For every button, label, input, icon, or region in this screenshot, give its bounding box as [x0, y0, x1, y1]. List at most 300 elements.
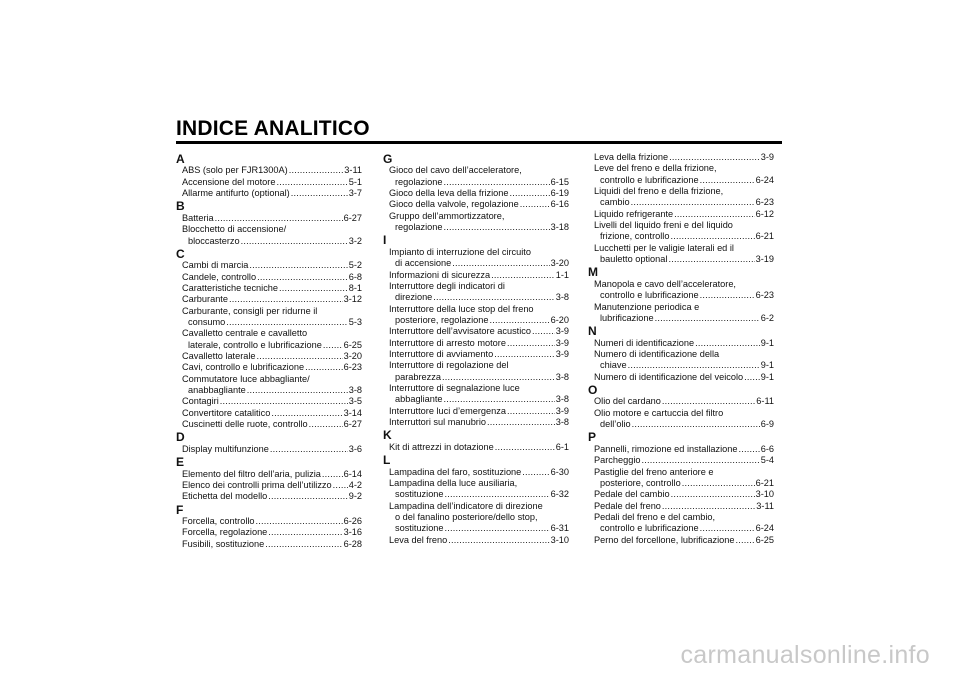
leader-dots [444, 222, 550, 233]
leader-dots [257, 351, 343, 362]
entry-text: Interruttore di segnalazione luce [389, 383, 520, 393]
index-entry [383, 199, 569, 210]
index-entry [383, 383, 569, 406]
leader-dots [220, 396, 348, 407]
page-number: 6-24 [755, 523, 774, 534]
index-entry [383, 467, 569, 478]
leader-dots [670, 231, 754, 242]
leader-dots [247, 385, 348, 396]
page-number: 9-1 [760, 360, 774, 371]
index-entry [176, 272, 362, 283]
entry-text: Interruttore di avviamento [389, 348, 494, 359]
entry-text: frizione, controllo [600, 231, 670, 242]
page-number: 3-19 [755, 254, 774, 265]
leader-dots [700, 290, 755, 301]
entry-text: Leva del freno [389, 534, 448, 545]
index-entry [383, 304, 569, 327]
page-number: 5-3 [348, 317, 362, 327]
index-entry [383, 406, 569, 417]
page-number: 3-18 [550, 222, 569, 233]
leader-dots [668, 254, 754, 265]
page-number: 3-11 [344, 165, 362, 176]
page-number: 3-9 [555, 405, 569, 416]
entry-text: Cambi di marcia [182, 260, 249, 271]
index-entry [176, 480, 362, 491]
entry-text: Numeri di identificazione [594, 337, 695, 348]
page-number: 6-28 [343, 538, 362, 549]
entry-text: Lampadina del faro, sostituzione [389, 466, 522, 477]
page-number: 3-8 [555, 371, 569, 382]
entry-text: ABS (solo per FJR1300A) [182, 165, 288, 176]
index-entry [176, 527, 362, 538]
section-letter: D [176, 430, 185, 445]
page-number: 3-8 [555, 394, 569, 405]
leader-dots [669, 152, 760, 163]
entry-text: Carburante, consigli per ridurne il [182, 305, 318, 316]
leader-dots [268, 491, 347, 502]
entry-text: Pedale del cambio [594, 489, 670, 500]
section-letter: C [176, 246, 185, 261]
page-number: 6-31 [550, 523, 569, 534]
entry-text: Interruttore degli indicatori di [389, 280, 505, 291]
entry-text: Liquido refrigerante [594, 208, 674, 219]
index-entry [588, 220, 774, 243]
entry-text: controllo e lubrificazione [600, 174, 699, 185]
index-entry [176, 516, 362, 527]
entry-text: consumo [188, 317, 226, 327]
index-entry [176, 419, 362, 430]
leader-dots [322, 469, 343, 480]
leader-dots [291, 188, 348, 199]
page-number: 6-23 [755, 197, 774, 208]
index-entry [176, 444, 362, 455]
entry-text: regolazione [395, 176, 443, 187]
page-number: 3-16 [343, 527, 362, 538]
leader-dots [444, 177, 550, 188]
entry-text: controllo e lubrificazione [600, 523, 699, 534]
entry-text: parabrezza [395, 371, 441, 382]
index-entry [383, 349, 569, 360]
index-entry [176, 224, 362, 247]
leader-dots [226, 317, 347, 328]
entry-text: laterale, controllo e lubrificazione [188, 339, 322, 350]
index-entry [176, 294, 362, 305]
leader-dots [433, 292, 554, 303]
index-entry [383, 165, 569, 188]
entry-text: Cavalletto centrale e cavalletto [182, 328, 308, 339]
entry-text: Numero di identificazione del veicolo [594, 371, 744, 382]
entry-text: Candele, controllo [182, 271, 257, 282]
leader-dots [522, 467, 549, 478]
entry-text: Elenco dei controlli prima dell’utilizzo [182, 479, 332, 490]
page-number: 6-15 [550, 176, 569, 187]
leader-dots [229, 294, 343, 305]
index-entry [176, 362, 362, 373]
page-number: 6-20 [550, 314, 569, 325]
entry-text: Blocchetto di accensione/ [182, 224, 287, 235]
index-entry [588, 372, 774, 383]
section-letter: L [383, 453, 391, 468]
leader-dots [256, 516, 343, 527]
entry-text: Impianto di interruzione del circuito [389, 246, 531, 257]
page-number: 6-21 [755, 477, 774, 488]
entry-text: Contagiri [182, 396, 219, 407]
page-number: 9-2 [348, 491, 362, 502]
page-number: 5-2 [348, 260, 362, 271]
index-entry [588, 501, 774, 512]
leader-dots [249, 260, 347, 271]
section-letter: G [383, 152, 393, 166]
index-entry [176, 396, 362, 407]
index-column-2 [383, 152, 569, 546]
entry-text: Pastiglie del freno anteriore e [594, 466, 714, 477]
leader-dots [305, 362, 343, 373]
page-number: 3-11 [756, 500, 774, 511]
entry-text: Cuscinetti delle ruote, controllo [182, 419, 308, 430]
index-entry [176, 469, 362, 480]
index-entry [588, 512, 774, 535]
page-number: 3-9 [555, 326, 569, 337]
section-letter: M [588, 265, 598, 280]
index-entry [383, 188, 569, 199]
section-letter: B [176, 199, 185, 214]
leader-dots [289, 165, 344, 176]
leader-dots [495, 442, 555, 453]
entry-text: Elemento del filtro dell’aria, pulizia [182, 468, 321, 479]
index-entry [176, 260, 362, 271]
entry-text: bloccasterzo [188, 235, 240, 246]
page-title: INDICE ANALITICO [176, 117, 370, 140]
leader-dots [532, 326, 555, 337]
page-number: 6-11 [756, 396, 774, 407]
leader-dots [270, 444, 348, 455]
page-number: 3-5 [348, 396, 362, 407]
index-entry [176, 491, 362, 502]
leader-dots [489, 315, 549, 326]
entry-text: dell’olio [600, 419, 631, 430]
index-entry [176, 351, 362, 362]
index-entry [588, 349, 774, 372]
leader-dots [662, 396, 755, 407]
leader-dots [682, 478, 755, 489]
page-number: 8-1 [348, 282, 362, 293]
page-number: 6-30 [550, 466, 569, 477]
index-entry [588, 186, 774, 209]
leader-dots [265, 539, 342, 550]
index-entry [176, 165, 362, 176]
page-number: 6-27 [343, 419, 362, 430]
entry-text: Display multifunzione [182, 443, 269, 454]
index-entry [383, 211, 569, 234]
leader-dots [309, 419, 343, 430]
leader-dots [744, 372, 760, 383]
entry-text: Interruttore di regolazione del [389, 360, 509, 371]
entry-text: anabbagliante [188, 385, 246, 396]
leader-dots [241, 236, 348, 247]
index-entry [588, 467, 774, 490]
page-number: 6-12 [755, 208, 774, 219]
index-entry [383, 338, 569, 349]
entry-text: Gruppo dell’ammortizzatore, [389, 210, 505, 221]
index-entry [588, 243, 774, 266]
entry-text: Interruttore luci d’emergenza [389, 405, 506, 416]
index-entry [383, 247, 569, 270]
entry-text: Allarme antifurto (optional) [182, 188, 290, 199]
entry-text: Interruttore dell’avvisatore acustico [389, 326, 531, 337]
index-entry [176, 539, 362, 550]
index-entry [383, 360, 569, 383]
leader-dots [491, 270, 555, 281]
leader-dots [215, 213, 343, 224]
index-entry [588, 152, 774, 163]
entry-text: Gioco del cavo dell’acceleratore, [389, 165, 522, 176]
page-number: 6-27 [343, 212, 362, 223]
leader-dots [452, 258, 549, 269]
entry-text: Pedale del freno [594, 500, 661, 511]
leader-dots [487, 417, 555, 428]
index-entry [588, 408, 774, 431]
page-number: 5-4 [760, 455, 774, 466]
page-number: 6-8 [348, 271, 362, 282]
page-number: 3-6 [348, 443, 362, 454]
page-number: 6-2 [760, 312, 774, 323]
index-entry [176, 306, 362, 329]
leader-dots [276, 177, 347, 188]
page-number: 3-10 [755, 489, 774, 500]
leader-dots [268, 527, 342, 538]
entry-text: o del fanalino posteriore/dello stop, [395, 511, 538, 522]
entry-text: Informazioni di sicurezza [389, 269, 491, 280]
page-number: 3-9 [555, 348, 569, 359]
leader-dots [507, 406, 555, 417]
index-entry [383, 270, 569, 281]
entry-text: abbagliante [395, 394, 443, 405]
index-entry [176, 177, 362, 188]
leader-dots [674, 209, 754, 220]
page-number: 3-2 [348, 235, 362, 246]
index-entry [588, 163, 774, 186]
entry-text: Forcella, regolazione [182, 527, 268, 538]
index-entry [383, 535, 569, 546]
leader-dots [445, 523, 550, 534]
index-entry [588, 302, 774, 325]
index-entry [588, 444, 774, 455]
index-entry [383, 442, 569, 453]
entry-text: Cavalletto laterale [182, 351, 256, 362]
leader-dots [632, 419, 760, 430]
leader-dots [628, 360, 760, 371]
entry-text: Cavi, controllo e lubrificazione [182, 362, 305, 373]
section-letter: O [588, 383, 598, 397]
page-number: 6-6 [760, 443, 774, 454]
page-number: 6-26 [343, 516, 362, 527]
entry-text: controllo e lubrificazione [600, 290, 699, 301]
entry-text: Gioco della valvole, regolazione [389, 199, 519, 210]
entry-text: Manopola e cavo dell’acceleratore, [594, 278, 736, 289]
leader-dots [448, 535, 549, 546]
entry-text: sostituzione [395, 523, 444, 534]
index-entry [383, 417, 569, 428]
entry-text: posteriore, controllo [600, 477, 681, 488]
section-letter: K [383, 428, 392, 443]
page-number: 9-1 [760, 371, 774, 382]
entry-text: Accensione del motore [182, 176, 276, 187]
page-number: 6-23 [343, 362, 362, 373]
entry-text: posteriore, regolazione [395, 314, 489, 325]
index-entry [588, 489, 774, 500]
page-number: 6-9 [760, 419, 774, 430]
section-letter: N [588, 324, 597, 339]
entry-text: Parcheggio [594, 455, 641, 466]
page-number: 3-8 [348, 385, 362, 396]
page-number: 3-8 [555, 417, 569, 428]
leader-dots [520, 199, 550, 210]
page-number: 3-8 [555, 292, 569, 303]
entry-text: Commutatore luce abbagliante/ [182, 373, 310, 384]
leader-dots [257, 272, 348, 283]
entry-text: bauletto optional [600, 254, 668, 265]
page-number: 6-1 [555, 441, 569, 452]
page-number: 3-20 [343, 351, 362, 362]
index-entry [176, 408, 362, 419]
section-letter: A [176, 152, 185, 166]
index-entry [176, 283, 362, 294]
leader-dots [631, 197, 755, 208]
entry-text: lubrificazione [600, 312, 654, 323]
page-number: 9-1 [760, 337, 774, 348]
index-entry [588, 338, 774, 349]
leader-dots [442, 372, 555, 383]
entry-text: Interruttori sul manubrio [389, 417, 487, 428]
index-entry [383, 281, 569, 304]
entry-text: Gioco della leva della frizione [389, 188, 509, 199]
leader-dots [671, 489, 755, 500]
leader-dots [735, 535, 754, 546]
page-number: 3-9 [555, 337, 569, 348]
entry-text: Leva della frizione [594, 152, 669, 162]
entry-text: Leve del freno e della frizione, [594, 163, 717, 174]
entry-text: Forcella, controllo [182, 516, 255, 527]
leader-dots [333, 480, 348, 491]
entry-text: Pannelli, rimozione ed installazione [594, 443, 738, 454]
entry-text: Etichetta del modello [182, 491, 268, 502]
leader-dots [655, 313, 760, 324]
page-number: 6-14 [343, 468, 362, 479]
entry-text: Liquidi del freno e della frizione, [594, 186, 724, 197]
entry-text: Perno del forcellone, lubrificazione [594, 534, 735, 545]
entry-text: sostituzione [395, 489, 444, 500]
index-entry [383, 326, 569, 337]
page-number: 6-32 [550, 489, 569, 500]
entry-text: Lampadina della luce ausiliaria, [389, 477, 518, 488]
leader-dots [700, 175, 755, 186]
page-number: 6-25 [755, 534, 774, 545]
entry-text: Convertitore catalitico [182, 407, 271, 418]
index-entry [383, 501, 569, 535]
leader-dots [271, 408, 342, 419]
entry-text: Livelli del liquido freni e del liquido [594, 220, 733, 231]
section-letter: E [176, 455, 185, 470]
entry-text: Carburante [182, 294, 228, 305]
watermark[interactable]: carmanualsonline.info [680, 641, 930, 669]
leader-dots [279, 283, 348, 294]
entry-text: Fusibili, sostituzione [182, 538, 265, 549]
leader-dots [641, 455, 759, 466]
index-entry [588, 209, 774, 220]
entry-text: Olio motore e cartuccia del filtro [594, 407, 724, 418]
section-letter: F [176, 502, 184, 517]
entry-text: Interruttore di arresto motore [389, 337, 506, 348]
leader-dots [662, 501, 755, 512]
page-number: 3-9 [760, 152, 774, 162]
entry-text: direzione [395, 292, 433, 303]
section-letter: P [588, 430, 597, 445]
entry-text: Olio del cardano [594, 396, 661, 407]
index-entry [588, 535, 774, 546]
leader-dots [507, 338, 555, 349]
leader-dots [700, 523, 755, 534]
entry-text: Numero di identificazione della [594, 348, 720, 359]
entry-text: Caratteristiche tecniche [182, 282, 279, 293]
leader-dots [510, 188, 550, 199]
entry-text: di accensione [395, 258, 452, 269]
page-number: 3-10 [550, 534, 569, 545]
entry-text: Lucchetti per le valigie laterali ed il [594, 242, 734, 253]
page-number: 1-1 [555, 269, 569, 280]
index-column-1 [176, 152, 362, 550]
leader-dots [695, 338, 760, 349]
page-number: 6-25 [343, 339, 362, 350]
entry-text: Lampadina dell’indicatore di direzione [389, 500, 543, 511]
leader-dots [445, 489, 550, 500]
index-entry [176, 374, 362, 397]
leader-dots [739, 444, 760, 455]
index-column-3 [588, 152, 774, 546]
page-number: 6-23 [755, 290, 774, 301]
index-entry [383, 478, 569, 501]
index-entry [588, 396, 774, 407]
index-entry [588, 455, 774, 466]
page-number: 6-19 [550, 188, 569, 199]
page-number: 6-21 [755, 231, 774, 242]
entry-text: Batteria [182, 212, 214, 223]
page-number: 5-1 [348, 176, 362, 187]
index-entry [176, 213, 362, 224]
page-number: 3-12 [343, 294, 362, 305]
page-number: 6-24 [755, 174, 774, 185]
section-letter: I [383, 233, 387, 248]
index-entry [588, 279, 774, 302]
index-entry [176, 328, 362, 351]
leader-dots [494, 349, 555, 360]
page-number: 3-20 [550, 258, 569, 269]
index-entry [176, 188, 362, 199]
page-number: 6-16 [550, 199, 569, 210]
entry-text: Manutenzione periodica e [594, 301, 700, 312]
entry-text: cambio [600, 197, 630, 208]
leader-dots [444, 394, 555, 405]
entry-text: regolazione [395, 222, 443, 233]
page-number: 3-7 [348, 188, 362, 199]
page-number: 4-2 [348, 479, 362, 490]
entry-text: chiave [600, 360, 627, 371]
page-number: 3-14 [343, 407, 362, 418]
entry-text: Kit di attrezzi in dotazione [389, 441, 494, 452]
title-rule [176, 141, 782, 144]
leader-dots [323, 340, 343, 351]
entry-text: Pedali del freno e del cambio, [594, 511, 716, 522]
entry-text: Interruttore della luce stop del freno [389, 303, 534, 314]
